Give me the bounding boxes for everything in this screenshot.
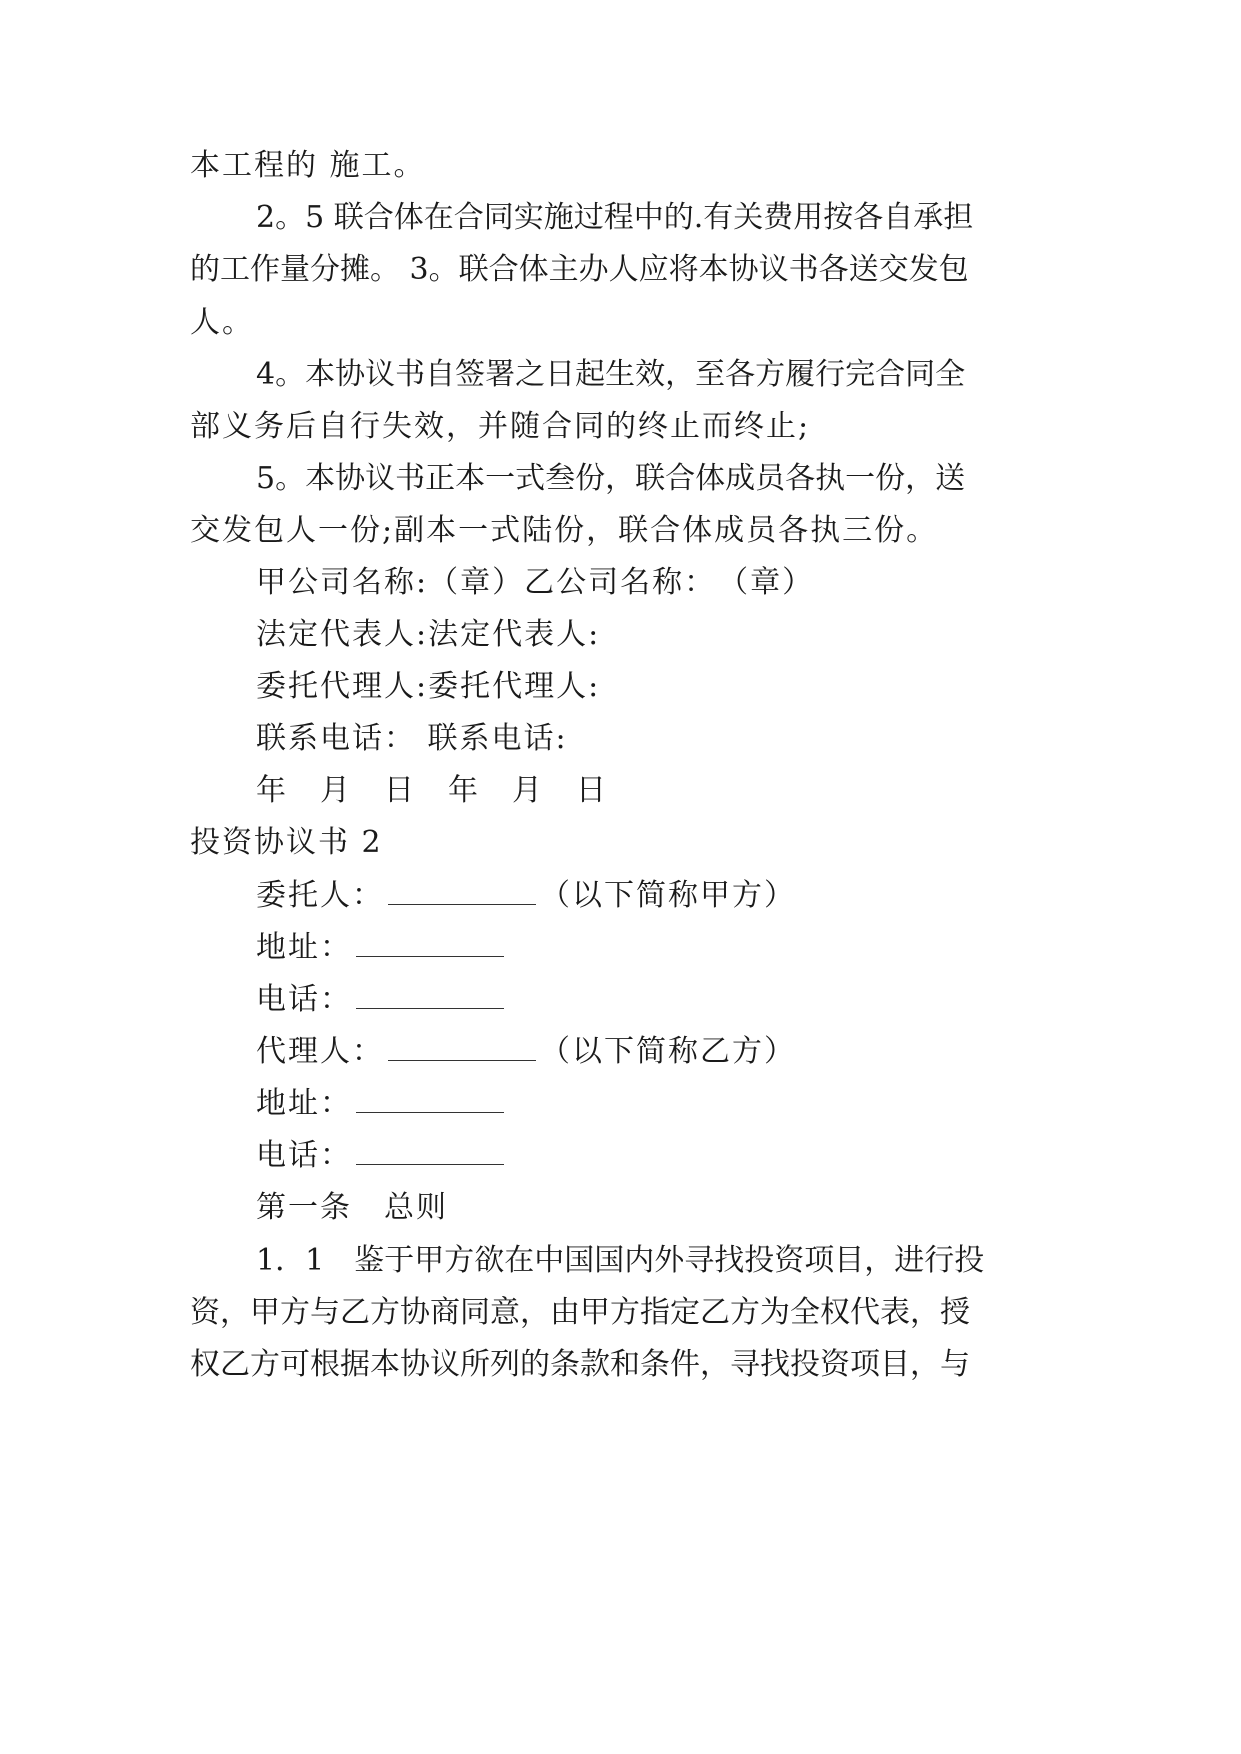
text-line: 本工程的 施工。: [190, 148, 426, 183]
text-line: 1 ． 1 鉴 于 甲 方 欲 在 中 国 国 内 外 寻 找 投 资 项 目 ， 进 行 投: [256, 1243, 985, 1278]
principal-phone-line: [256, 980, 508, 1020]
signature-phone-line: 联系电话： 联系电话:: [256, 721, 568, 756]
principal-suffix: （以下简称甲方）: [540, 878, 796, 913]
text-line: 部义务后自行失效，并随合同的终止而终止;: [190, 409, 811, 444]
signature-company-line: 甲公司名称:（章）乙公司名称： （章）: [256, 565, 815, 600]
principal-address-line: [256, 928, 508, 968]
address-label: 地址：: [256, 930, 352, 965]
text-line: 的 工 作 量 分 摊 。 3 。 联 合 体 主 办 人 应 将 本 协 议 书 各 送 交 发 包: [190, 252, 969, 287]
text-line: 交发包人一份;副本一式陆份，联合体成员各执三份。: [190, 513, 939, 548]
phone-label: 电话：: [256, 982, 352, 1017]
signature-agent-line: 委托代理人:委托代理人:: [256, 669, 601, 704]
agent-address-line: [256, 1084, 508, 1124]
agent-suffix: （以下简称乙方）: [540, 1034, 796, 1069]
address-label: 地址：: [256, 1086, 352, 1121]
signature-date-line: 年 月 日 年 月 日: [256, 773, 608, 808]
text-line: 5 。 本 协 议 书 正 本 一 式 叁 份 ， 联 合 体 成 员 各 执 一 份 ， 送: [256, 461, 966, 496]
signature-representative-line: 法定代表人:法定代表人:: [256, 617, 601, 652]
agent-blank: [388, 1036, 536, 1061]
text-line: 4 。 本 协 议 书 自 签 署 之 日 起 生 效 ， 至 各 方 履 行 完 合 同 全: [256, 357, 966, 392]
text-line: 2 。 5 联 合 体 在 合 同 实 施 过 程 中 的 . 有 关 费 用 按 各 自 承 担: [256, 200, 974, 235]
phone-label: 电话：: [256, 1138, 352, 1173]
text-line: 权 乙 方 可 根 据 本 协 议 所 列 的 条 款 和 条 件 ， 寻 找 投 资 项 目 ， 与: [190, 1347, 970, 1382]
phone-blank: [356, 984, 504, 1009]
text-line: 资 ， 甲 方 与 乙 方 协 商 同 意 ， 由 甲 方 指 定 乙 方 为 全 权 代 表 ， 授: [190, 1295, 970, 1330]
section-heading: 投资协议书 2: [190, 825, 383, 860]
address-blank: [356, 1088, 504, 1113]
principal-label: 委托人：: [256, 878, 384, 913]
agent-label: 代理人：: [256, 1034, 384, 1069]
agent-line: [256, 1032, 796, 1072]
principal-blank: [388, 880, 536, 905]
phone-blank: [356, 1140, 504, 1165]
text-line: 人。: [190, 305, 254, 340]
article-title: 第一条 总则: [256, 1190, 448, 1225]
principal-line: [256, 876, 796, 916]
agent-phone-line: [256, 1136, 508, 1176]
address-blank: [356, 932, 504, 957]
